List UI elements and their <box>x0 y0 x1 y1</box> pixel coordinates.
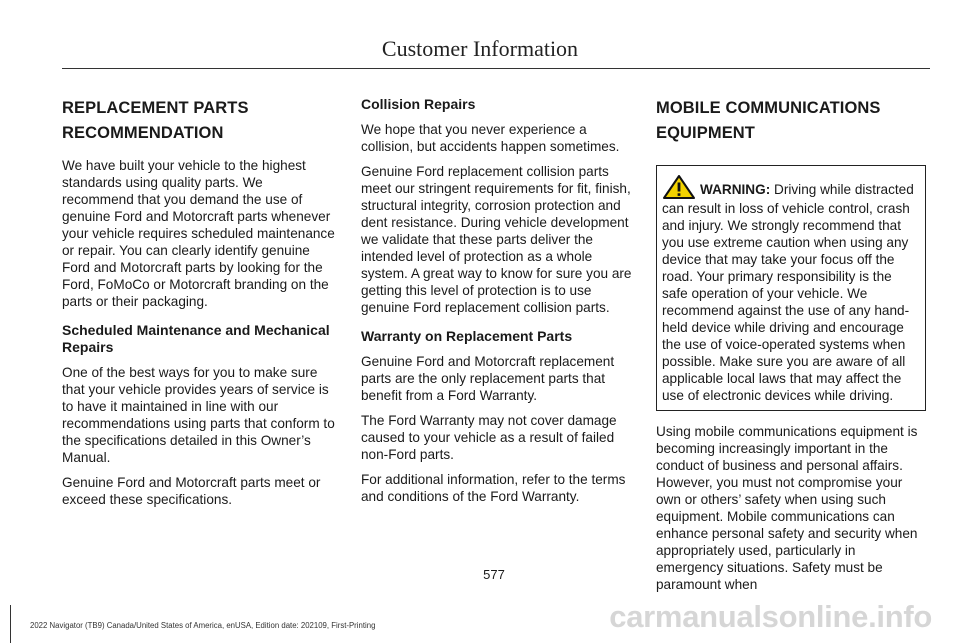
column-left <box>62 96 338 508</box>
paragraph: We hope that you never experience a collision, but accidents happen sometimes. <box>361 122 620 154</box>
paragraph: Genuine Ford and Motorcraft replacement parts are the only replacement parts that benefit from a Ford Warranty. <box>361 354 615 403</box>
watermark: carmanualsonline.info <box>609 599 932 634</box>
header-divider <box>62 68 930 69</box>
heading-line: EQUIPMENT <box>656 124 755 142</box>
warning-box <box>656 165 926 411</box>
heading-line: MOBILE COMMUNICATIONS <box>656 99 881 117</box>
crop-mark <box>10 605 11 643</box>
warning-text: Driving while distracted can result in loss of vehicle control, crash and injury. We strongly recommend that you use extreme caution when using any device that may take your focus off the road. Your primary responsibility is the safe operation of your vehicle. We recommend against the use of any hand-held device while driving and encourage the use of voice-operated systems when possible. Make sure you are aware of all applicable local laws that may affect the use of electronic devices while driving. <box>662 182 914 403</box>
warning-triangle-icon <box>662 174 696 200</box>
paragraph: Using mobile communications equipment is becoming increasingly important in the conduct of business and personal affairs. However, you must not compromise your own or others’ safety when using such equipment. Mobile communications can enhance personal safety and security when appropriately used, particularly in emergency situations. Safety must be paramount when <box>656 424 918 592</box>
heading-line: REPLACEMENT PARTS <box>62 99 249 117</box>
paragraph: Genuine Ford and Motorcraft parts meet or exceed these specifications. <box>62 475 321 507</box>
heading-line: RECOMMENDATION <box>62 124 224 142</box>
subheading-collision-repairs: Collision Repairs <box>361 96 476 112</box>
page-number: 577 <box>483 567 505 582</box>
section-heading-replacement-parts <box>62 96 338 145</box>
column-middle <box>361 96 632 505</box>
paragraph: We have built your vehicle to the highest standards using quality parts. We recommend that you demand the use of genuine Ford and Motorcraft parts whenever your vehicle requires scheduled maintenance or repair. You can clearly identify genuine Ford and Motorcraft parts by looking for the Ford, FoMoCo or Motorcraft branding on the parts or their packaging. <box>62 158 335 309</box>
warning-label: WARNING: <box>700 182 771 197</box>
column-right <box>656 96 926 593</box>
paragraph: For additional information, refer to the terms and conditions of the Ford Warranty. <box>361 472 626 504</box>
edition-footer: 2022 Navigator (TB9) Canada/United States of America, enUSA, Edition date: 202109, First-Printing <box>30 621 376 630</box>
subheading-scheduled-maintenance: Scheduled Maintenance and Mechanical Repairs <box>62 322 330 355</box>
paragraph: One of the best ways for you to make sure that your vehicle provides years of service is to have it maintained in line with our recommendations using parts that conform to the specifications detailed in this Owner’s Manual. <box>62 365 335 465</box>
subheading-warranty: Warranty on Replacement Parts <box>361 328 573 344</box>
paragraph: Genuine Ford replacement collision parts meet our stringent requirements for fit, finish, structural integrity, corrosion protection and dent resistance. During vehicle development we validate that these parts deliver the intended level of protection as a whole system. A great way to know for sure you are getting this level of protection is to use genuine Ford replacement collision parts. <box>361 164 632 315</box>
paragraph: The Ford Warranty may not cover damage caused to your vehicle as a result of failed non-Ford parts. <box>361 413 617 462</box>
section-heading-mobile-communications <box>656 96 926 145</box>
page-header-title: Customer Information <box>381 36 579 61</box>
